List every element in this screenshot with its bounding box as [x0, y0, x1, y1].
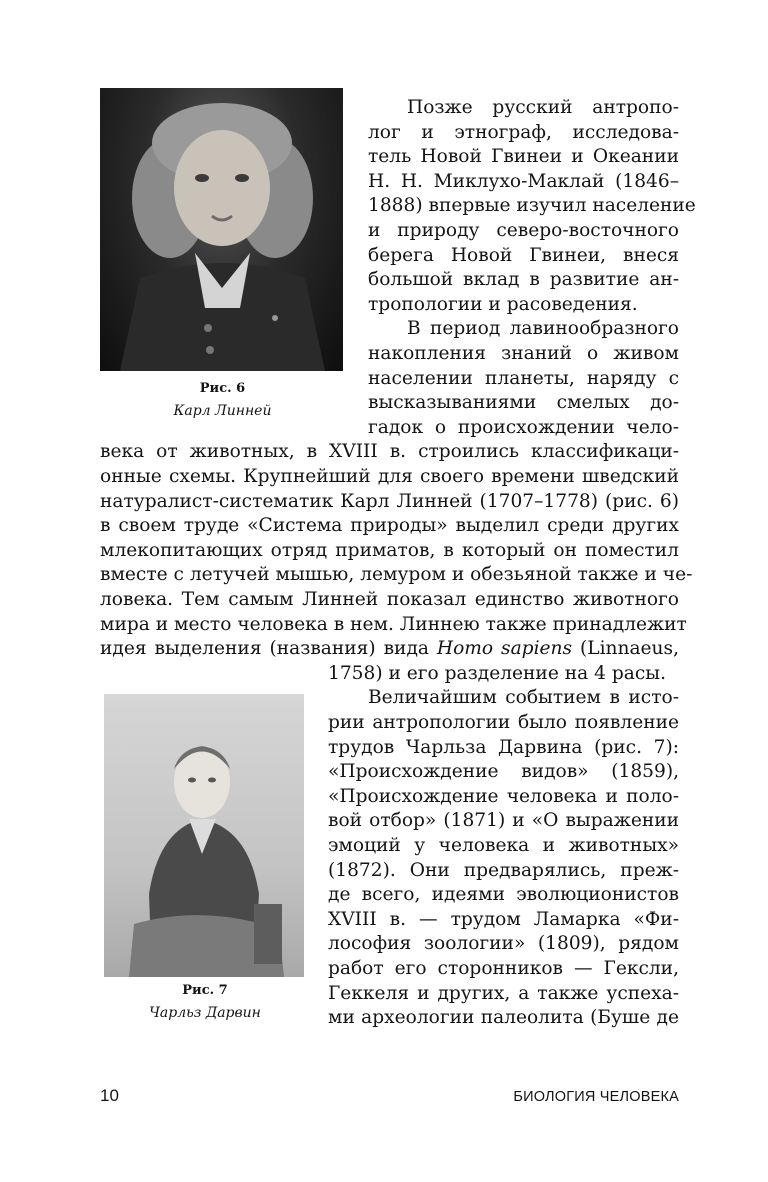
text-line: населении планеты, наряду с [368, 367, 679, 389]
figure-6-portrait [100, 88, 343, 371]
figure-7-caption [125, 980, 285, 1024]
text-line: трудов Чарльза Дарвина (рис. 7): [328, 736, 679, 758]
text-line: ми археологии палеолита (Буше де [328, 1007, 679, 1029]
species-name: Homo sapiens [436, 638, 573, 660]
figure-6-number: Рис. 6 [199, 381, 246, 396]
figure-7-name: Чарльз Дарвин [149, 1005, 261, 1021]
text-line: тель Новой Гвинеи и Океании [368, 146, 679, 168]
text-line: эмоций у человека и животных» [328, 835, 679, 856]
text-line: мира и место человека в нем. Линнею также принадлежит [100, 613, 687, 635]
text-line: ловека. Тем самым Линней показал единство животного [100, 589, 679, 610]
text-line [100, 637, 679, 662]
running-head: БИОЛОГИЯ ЧЕЛОВЕКА [513, 1089, 679, 1105]
text-line: 1758) и его разделение на 4 расы. [328, 662, 666, 684]
text-line: и природу северо-восточного [368, 220, 679, 241]
text-line: натуралист-систематик Карл Линней (1707–1778) (рис. 6) [100, 490, 679, 512]
text-line: вой отбор» (1871) и «О выражении [328, 810, 679, 832]
figure-7-number: Рис. 7 [182, 983, 228, 998]
text-line: гадок о происхождении чело- [368, 416, 679, 438]
text-line: онные схемы. Крупнейший для своего времени шведский [100, 466, 679, 487]
text-line: XVIII в. — трудом Ламарка «Фи- [328, 908, 679, 930]
text-line: в своем труде «Система природы» выделил среди других [100, 515, 679, 537]
linnaeus-portrait-image [100, 88, 343, 371]
text-line: рии антропологии было появление [328, 712, 679, 733]
figure-6-name: Карл Линней [173, 403, 272, 419]
text-line: млекопитающих отряд приматов, в который он поместил [100, 539, 679, 561]
text-line: Позже русский антропо- [407, 97, 679, 118]
figure-6-caption [150, 378, 295, 422]
text-line: де всего, идеями эволюционистов [328, 884, 679, 906]
text-line: вместе с летучей мышью, лемуром и обезьяной также и че- [100, 564, 693, 586]
text-line: века от животных, в XVIII в. строились классификаци- [100, 441, 679, 463]
text-line: большой вклад в развитие ан- [368, 269, 679, 291]
text-line: накопления знаний о живом [368, 343, 679, 364]
darwin-portrait-image [104, 694, 304, 977]
text-line: В период лавинообразного [407, 318, 679, 340]
text-line: берега Новой Гвинеи, внеся [368, 244, 679, 266]
text-line: Н. Н. Миклухо-Маклай (1846– [368, 170, 679, 192]
text-line: 1888) впервые изучил население [368, 195, 696, 217]
text-line: «Происхождение видов» (1859), [328, 761, 679, 783]
text-line: лософия зоологии» (1809), рядом [328, 933, 679, 955]
text-line: высказываниями смелых до- [368, 392, 679, 414]
text-line: Величайшим событием в исто- [368, 687, 679, 709]
text-line: (1872). Они предварялись, преж- [328, 859, 679, 881]
figure-7-portrait [104, 694, 304, 977]
text-line: «Происхождение человека и поло- [328, 785, 679, 807]
text-line: работ его сторонников — Гексли, [328, 958, 679, 979]
page-number: 10 [100, 1086, 119, 1105]
text-line: тропологии и расоведения. [368, 293, 638, 315]
text-line: лог и этнограф, исследова- [368, 121, 679, 143]
text-line: Геккеля и других, а также успеха- [328, 982, 679, 1004]
text-segment: идея выделения (названия) вида [100, 638, 437, 660]
text-segment: (Linnaeus, [572, 638, 679, 660]
